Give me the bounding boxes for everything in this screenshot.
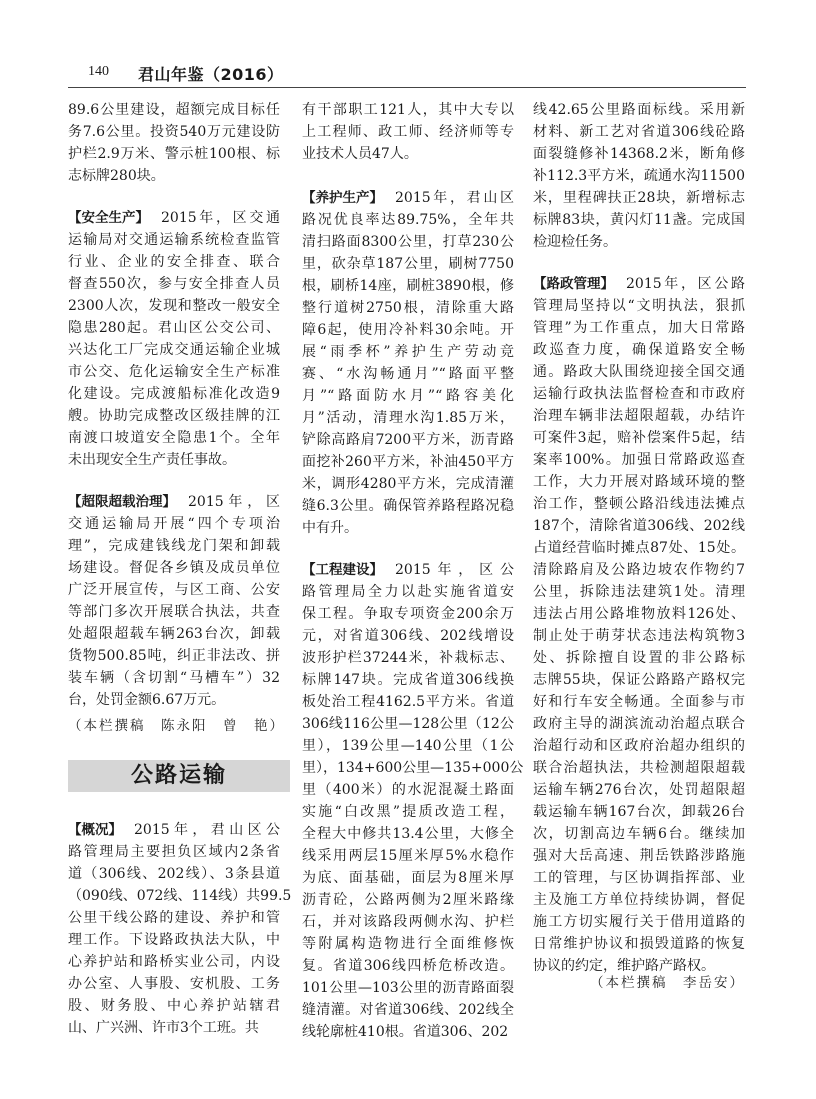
text-line: 等部门多次开展联合执法，共查 (68, 604, 280, 620)
text-line: 工作，大力开展对路域环境的整 (533, 474, 745, 490)
text-line: 南渡口坡道安全隐患1个。全年 (68, 430, 280, 446)
text-line: 实施“白改黑”提质改造工程， (302, 804, 514, 820)
text-line: 线轮廓桩410根。省道306、202 (302, 1024, 509, 1040)
text-line: 等附属构造物进行全面维修恢 (302, 936, 514, 952)
text-line: 督查550次，参与安全排查人员 (68, 276, 280, 292)
text-line: 面裂缝修补14368.2米，断角修 (533, 146, 745, 162)
paragraph-heading: 【工程建设】 (302, 562, 383, 578)
text-line: 根，刷桥14座，刷桩3890根，修 (302, 278, 514, 294)
text-line: 可案件3起，赔补偿案件5起，结 (533, 430, 745, 446)
text-line: 运输行政执法监督检查和市政府 (533, 386, 745, 402)
text-line: 违法占用公路堆物放料126处、 (533, 606, 745, 622)
text-line: 波形护栏37244米，补栽标志、 (302, 650, 514, 666)
text-line (68, 207, 280, 229)
text-line: 兴达化工厂完成交通运输企业城 (68, 342, 280, 358)
text-line: 货物500.85吨，纠正非法改、拼 (68, 648, 280, 664)
author-credit: （本栏撰稿 陈永阳 曾 艳） (68, 718, 285, 734)
text-line: 工的管理，与区协调指挥部、业 (533, 870, 745, 886)
text-line: 艘。协助完成整改区级挂牌的江 (68, 408, 280, 424)
paragraph (302, 559, 524, 1043)
text-line (68, 491, 280, 513)
text-line: 月”活动，清理水沟1.85万米， (302, 410, 514, 426)
text-line: 路况优良率达89.75%，全年共 (302, 212, 514, 228)
text-line: 务7.6公里。投资540万元建设防 (68, 124, 280, 140)
text-line (533, 273, 745, 295)
paragraph (302, 99, 514, 165)
text-line: 公里，拆除违法建筑1处。清理 (533, 584, 745, 600)
text-line: 志标牌280块。 (68, 168, 165, 184)
text-line: 101公里—103公里的沥青路面裂 (302, 980, 514, 996)
text-line: 理”，完成建钱线龙门架和卸载 (68, 538, 280, 554)
text-line: 全程大中修共13.4公里，大修全 (302, 826, 514, 842)
text-line: 里（400米）的水泥混凝土路面 (302, 782, 514, 798)
text-line: 元，对省道306线、202线增设 (302, 628, 514, 644)
text-line: 载运输车辆167台次，卸载26台 (533, 804, 745, 820)
text-line: 交通运输局开展“四个专项治 (68, 516, 280, 532)
text-line: 主及施工方单位持续协调，督促 (533, 892, 745, 908)
text-line: 材料、新工艺对省道306线砼路 (533, 124, 745, 140)
paragraph-heading: 【养护生产】 (302, 190, 383, 206)
paragraph-heading: 【安全生产】 (68, 210, 149, 226)
text-line: 案率100%。加强日常路政巡查 (533, 452, 745, 468)
text-line: 装车辆（含切割“马槽车”）32 (68, 670, 280, 686)
text-line: 里），134+600公里—135+000公 (302, 760, 524, 776)
text-line: 展“雨季杯”养护生产劳动竞 (302, 344, 514, 360)
text-line: 缝6.3公里。确保管养路程路况稳 (302, 498, 514, 514)
text-line: 占道经营临时摊点87处、15处。 (533, 540, 745, 556)
page-number: 140 (88, 64, 109, 79)
section-heading: 公路运输 (68, 760, 290, 792)
text-line: 政府主导的湖滨流动治超点联合 (533, 716, 745, 732)
paragraph-text: 2015年，区公 (395, 562, 514, 578)
text-line: 米，里程碑扶正28块，新增标志 (533, 190, 745, 206)
text-line: 路管理局主要担负区域内2条省 (68, 844, 280, 860)
paragraph (68, 99, 280, 187)
text-line: 运输车辆276台次，处罚超限超 (533, 782, 745, 798)
text-line: 政巡查力度，确保道路安全畅 (533, 342, 745, 358)
text-line: 业技术人员47人。 (302, 146, 418, 162)
text-line: 好和行车安全畅通。全面参与市 (533, 694, 745, 710)
text-line: 公里干线公路的建设、养护和管 (68, 910, 280, 926)
text-line: 石，并对该路段两侧水沟、护栏 (302, 914, 514, 930)
text-line: 股、财务股、中心养护站辖君 (68, 998, 280, 1014)
text-line: 道（306线、202线）、3条县道 (68, 866, 280, 882)
text-line: 路管理局全力以赴实施省道安 (302, 584, 514, 600)
text-line: 未出现安全生产责任事故。 (68, 452, 236, 468)
paragraph-text: 2015年，君山区 (395, 190, 514, 206)
text-line: 强对大岳高速、荆岳铁路涉路施 (533, 848, 745, 864)
text-line: 月”“路面防水月”“路容美化 (302, 388, 514, 404)
header-rule (68, 87, 746, 88)
paragraph (302, 187, 514, 539)
paragraph (68, 207, 280, 471)
author-credit: （本栏撰稿 李岳安） (590, 975, 745, 991)
paragraph-text: 2015年，区交通 (161, 210, 280, 226)
text-line (302, 187, 514, 209)
text-line: 里，砍杂草187公里，刷树7750 (302, 256, 514, 272)
text-line: 187个，清除省道306线、202线 (533, 518, 745, 534)
paragraph-heading: 【路政管理】 (533, 276, 614, 292)
text-line: 补112.3平方米，疏通水沟11500 (533, 168, 745, 184)
text-line: 治超行动和区政府治超办组织的 (533, 738, 745, 754)
text-line: 治理车辆非法超限超载，办结许 (533, 408, 745, 424)
paragraph (533, 273, 745, 977)
paragraph-heading: 【超限超载治理】 (68, 494, 176, 510)
running-title: 君山年鉴（2016） (138, 65, 284, 84)
text-line: 米，调形4280平方米，完成清灌 (302, 476, 514, 492)
text-line: 通。路政大队围绕迎接全国交通 (533, 364, 745, 380)
text-line: （090线、072线、114线）共99.5 (68, 888, 292, 904)
text-line: 日常维护协议和损毁道路的恢复 (533, 936, 745, 952)
text-line: 标牌83块，黄闪灯11盏。完成国 (533, 212, 745, 228)
text-line: 制止处于萌芽状态违法构筑物3 (533, 628, 745, 644)
paragraph-text: 2015年，君山区公 (134, 822, 280, 838)
text-line: 管理”为工作重点，加大日常路 (533, 320, 745, 336)
text-line: 场建设。督促各乡镇及成员单位 (68, 560, 280, 576)
text-line: 里），139公里—140公里（1公 (302, 738, 514, 754)
paragraph (533, 99, 745, 253)
text-line: 中有升。 (302, 520, 358, 536)
text-line: 清扫路面8300公里，打草230公 (302, 234, 514, 250)
text-line: 面挖补260平方米，补油450平方 (302, 454, 514, 470)
paragraph-heading: 【概况】 (68, 822, 122, 838)
text-line: 治工作，整顿公路沿线违法摊点 (533, 496, 745, 512)
text-line: 标牌147块。完成省道306线换 (302, 672, 514, 688)
text-line: 清除路肩及公路边坡农作物约7 (533, 562, 745, 578)
text-line (302, 559, 514, 581)
paragraph (68, 819, 292, 1039)
text-line: 保工程。争取专项资金200余万 (302, 606, 514, 622)
text-line: 护栏2.9万米、警示桩100根、标 (68, 146, 280, 162)
text-line: 化建设。完成渡船标准化改造9 (68, 386, 280, 402)
text-line: 2300人次，发现和整改一般安全 (68, 298, 280, 314)
paragraph-text: 2015年，区 (188, 494, 280, 510)
text-line: 联合治超执法，共检测超限超载 (533, 760, 745, 776)
text-line: 行业、企业的安全排查、联合 (68, 254, 280, 270)
text-line: 运输局对交通运输系统检查监管 (68, 232, 280, 248)
text-line: 台，处罚金额6.67万元。 (68, 692, 226, 708)
text-line: 施工方切实履行关于借用道路的 (533, 914, 745, 930)
text-line: 检迎检任务。 (533, 234, 617, 250)
text-line: 线采用两层15厘米厚5%水稳作 (302, 848, 514, 864)
text-line: 整行道树2750根，清除重大路 (302, 300, 514, 316)
text-line: 市公交、危化运输安全生产标准 (68, 364, 280, 380)
text-line: 次，切割高边车辆6台。继续加 (533, 826, 745, 842)
text-line: 板处治工程4162.5平方米。省道 (302, 694, 514, 710)
text-line: 赛、“水沟畅通月”“路面平整 (302, 366, 514, 382)
paragraph-text: 2015年，区公路 (626, 276, 745, 292)
text-line: 隐患280起。君山区公交公司、 (68, 320, 280, 336)
text-line: 处超限超载车辆263台次，卸载 (68, 626, 280, 642)
text-line: 上工程师、政工师、经济师等专 (302, 124, 514, 140)
text-line: 广泛开展宣传，与区工商、公安 (68, 582, 280, 598)
text-line: 协议的约定，维护路产路权。 (533, 958, 715, 974)
paragraph (68, 491, 280, 711)
text-line (68, 819, 280, 841)
text-line: 办公室、人事股、安机股、工务 (68, 976, 280, 992)
text-line: 管理局坚持以“文明执法，狠抓 (533, 298, 745, 314)
text-line: 复。省道306线四桥危桥改造。 (302, 958, 514, 974)
text-line: 铲除高路肩7200平方米，沥青路 (302, 432, 514, 448)
text-line: 为底、面基础，面层为8厘米厚 (302, 870, 514, 886)
text-line: 理工作。下设路政执法大队，中 (68, 932, 280, 948)
text-line: 有干部职工121人，其中大专以 (302, 102, 514, 118)
text-line: 缝清灌。对省道306线、202线全 (302, 1002, 514, 1018)
text-line: 306线116公里—128公里（12公 (302, 716, 514, 732)
text-line: 89.6公里建设，超额完成目标任 (68, 102, 280, 118)
text-line: 障6起，使用冷补料30余吨。开 (302, 322, 514, 338)
text-line: 处、拆除擅自设置的非公路标 (533, 650, 745, 666)
text-line: 志牌55块，保证公路路产路权完 (533, 672, 745, 688)
text-line: 心养护站和路桥实业公司，内设 (68, 954, 280, 970)
text-line: 线42.65公里路面标线。采用新 (533, 102, 745, 118)
text-line: 山、广兴洲、许市3个工班。共 (68, 1020, 259, 1036)
text-line: 沥青砼，公路两侧为2厘米路缘 (302, 892, 514, 908)
